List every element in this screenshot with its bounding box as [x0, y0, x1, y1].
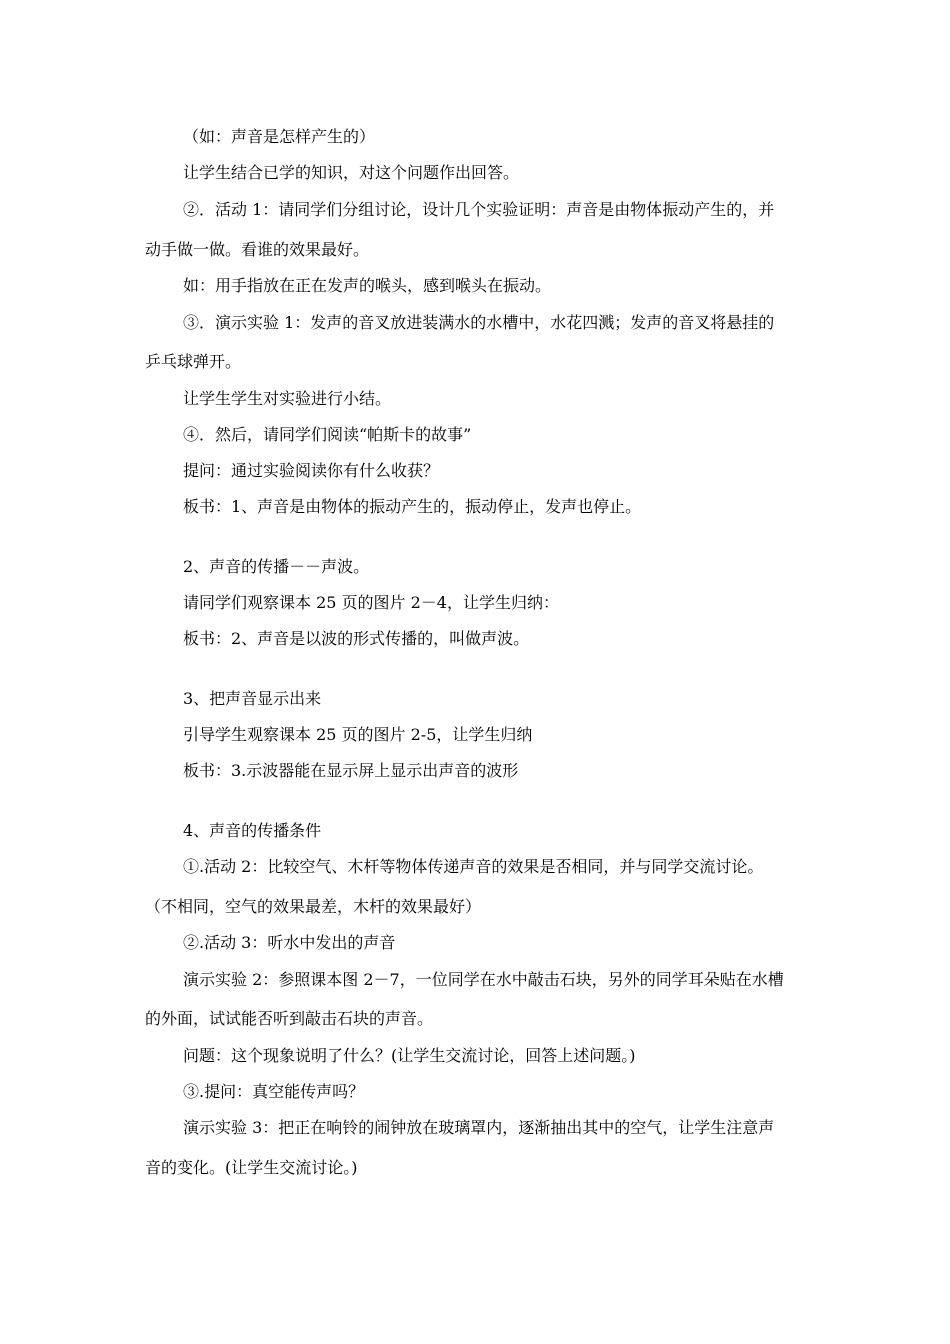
text-line: 请同学们观察课本 25 页的图片 2－4，让学生归纳： — [183, 593, 559, 612]
text-line: 乒乓球弹开。 — [145, 352, 242, 371]
text-line: ④．然后，请同学们阅读“帕斯卡的故事” — [183, 425, 472, 444]
text-line: 演示实验 2：参照课本图 2－7，一位同学在水中敲击石块，另外的同学耳朵贴在水槽 — [183, 970, 784, 989]
text-line: 的外面，试试能否听到敲击石块的声音。 — [145, 1009, 434, 1028]
text-line: 演示实验 3：把正在响铃的闹钟放在玻璃罩内，逐渐抽出其中的空气，让学生注意声 — [183, 1118, 775, 1137]
text-line: 问题：这个现象说明了什么？(让学生交流讨论，回答上述问题。) — [183, 1046, 636, 1065]
text-line: 如：用手指放在正在发声的喉头，感到喉头在振动。 — [183, 276, 552, 295]
text-line: 板书：3.示波器能在显示屏上显示出声音的波形 — [183, 761, 519, 780]
text-line: 让学生学生对实验进行小结。 — [183, 389, 392, 408]
text-line: 提问：通过实验阅读你有什么收获？ — [183, 461, 440, 480]
section-heading: 4、声音的传播条件 — [183, 821, 322, 840]
text-line: ①.活动 2：比较空气、木杆等物体传递声音的效果是否相同，并与同学交流讨论。 — [183, 857, 764, 876]
text-line: 动手做一做。看谁的效果最好。 — [145, 240, 370, 259]
text-line: ③.提问：真空能传声吗？ — [183, 1082, 365, 1101]
text-line: ③．演示实验 1：发声的音叉放进装满水的水槽中，水花四溅；发声的音叉将悬挂的 — [183, 313, 775, 332]
text-line: 让学生结合已学的知识，对这个问题作出回答。 — [183, 163, 520, 182]
text-line: 板书：1、声音是由物体的振动产生的，振动停止，发声也停止。 — [183, 497, 642, 516]
text-line: ②．活动 1：请同学们分组讨论，设计几个实验证明：声音是由物体振动产生的，并 — [183, 200, 775, 219]
text-line: ②.活动 3：听水中发出的声音 — [183, 933, 396, 952]
section-heading: 2、声音的传播－－声波。 — [183, 557, 370, 576]
text-line: 板书：2、声音是以波的形式传播的，叫做声波。 — [183, 629, 530, 648]
section-heading: 3、把声音显示出来 — [183, 689, 322, 708]
text-line: （不相同，空气的效果最差，木杆的效果最好） — [145, 897, 482, 916]
text-line: （如：声音是怎样产生的） — [183, 127, 376, 146]
text-line: 音的变化。(让学生交流讨论。) — [145, 1158, 358, 1177]
text-line: 引导学生观察课本 25 页的图片 2-5，让学生归纳 — [183, 725, 533, 744]
